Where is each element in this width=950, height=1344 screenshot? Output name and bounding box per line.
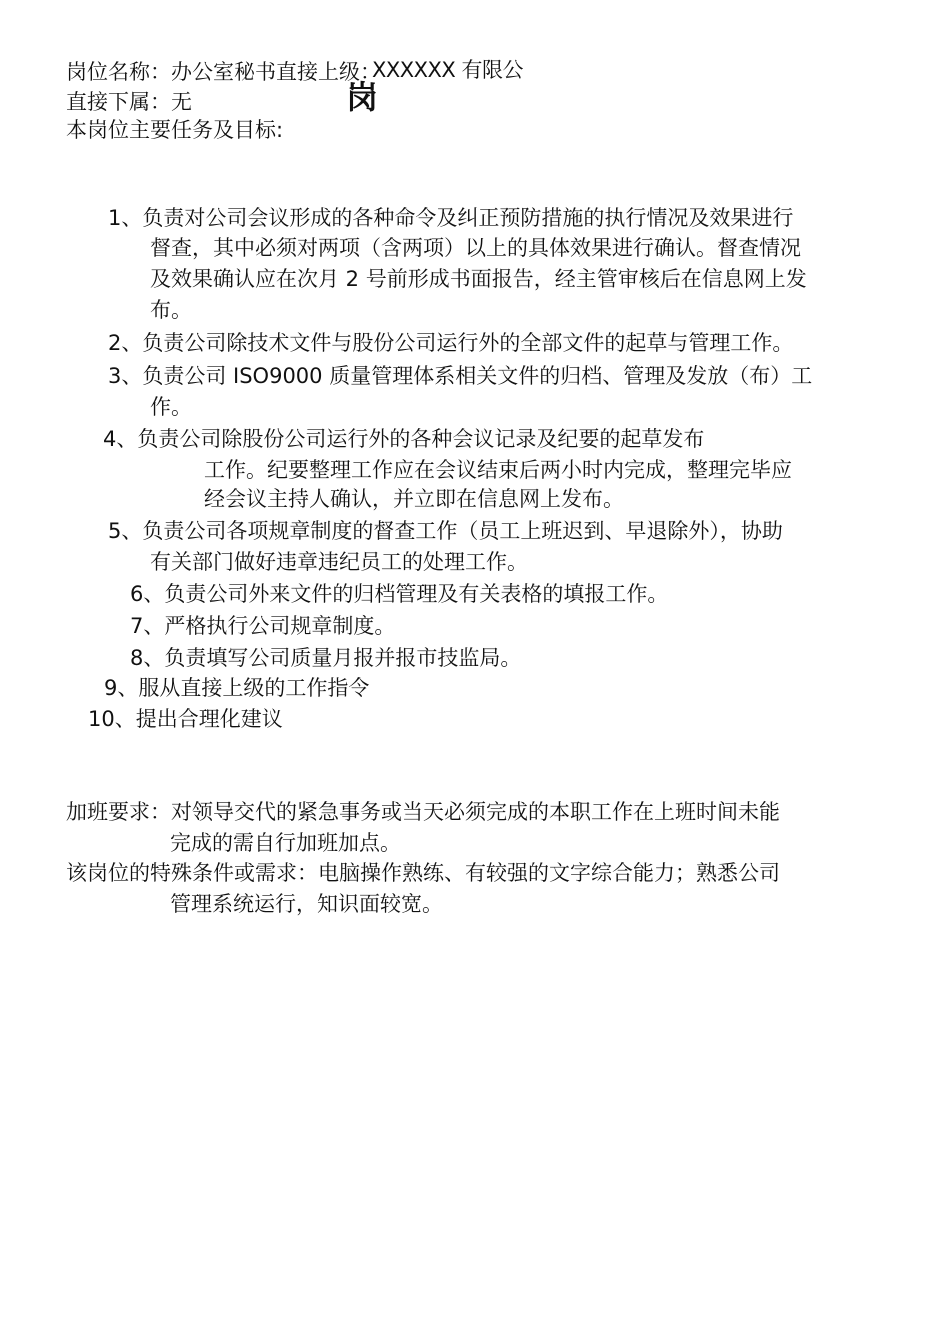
task-1-line-2: 督查，其中必须对两项（含两项）以上的具体效果进行确认。督查情况 [150, 236, 801, 260]
task-2-line-1: 2、负责公司除技术文件与股份公司运行外的全部文件的起草与管理工作。 [108, 331, 794, 355]
special-requirements-line-1: 该岗位的特殊条件或需求：电脑操作熟练、有较强的文字综合能力；熟悉公司 [66, 861, 780, 885]
task-3-line-1: 3、负责公司 ISO9000 质量管理体系相关文件的归档、管理及发放（布）工 [108, 364, 813, 388]
task-4-line-2: 工作。纪要整理工作应在会议结束后两小时内完成，整理完毕应 [204, 458, 792, 482]
task-1-line-1: 1、负责对公司会议形成的各种命令及纠正预防措施的执行情况及效果进行 [108, 206, 794, 230]
special-requirements-line-2: 管理系统运行，知识面较宽。 [170, 892, 443, 916]
task-1-line-3: 及效果确认应在次月 2 号前形成书面报告，经主管审核后在信息网上发 [150, 267, 807, 291]
company-name-overlap: XXXXXX 有限公 [372, 58, 523, 82]
task-9-line-1: 9、服从直接上级的工作指令 [104, 676, 370, 700]
direct-subordinate-line: 直接下属：无 [66, 90, 192, 114]
position-title-line: 岗位名称：办公室秘书直接上级： [66, 60, 381, 84]
task-7-line-1: 7、严格执行公司规章制度。 [130, 614, 396, 638]
task-3-line-2: 作。 [150, 395, 192, 419]
task-8-line-1: 8、负责填写公司质量月报并报市技监局。 [130, 646, 522, 670]
task-4-line-1: 4、负责公司除股份公司运行外的各种会议记录及纪要的起草发布 [103, 427, 705, 451]
large-gang-character: 岗 [346, 78, 379, 116]
overtime-line-1: 加班要求：对领导交代的紧急事务或当天必须完成的本职工作在上班时间未能 [66, 800, 780, 824]
task-5-line-1: 5、负责公司各项规章制度的督查工作（员工上班迟到、早退除外），协助 [108, 519, 783, 543]
task-6-line-1: 6、负责公司外来文件的归档管理及有关表格的填报工作。 [130, 582, 669, 606]
task-5-line-2: 有关部门做好违章违纪员工的处理工作。 [150, 550, 528, 574]
task-4-line-3: 经会议主持人确认，并立即在信息网上发布。 [204, 487, 624, 511]
overtime-line-2: 完成的需自行加班加点。 [170, 831, 401, 855]
tasks-heading: 本岗位主要任务及目标: [66, 118, 284, 142]
task-10-line-1: 10、提出合理化建议 [88, 707, 283, 731]
task-1-line-4: 布。 [150, 298, 192, 322]
